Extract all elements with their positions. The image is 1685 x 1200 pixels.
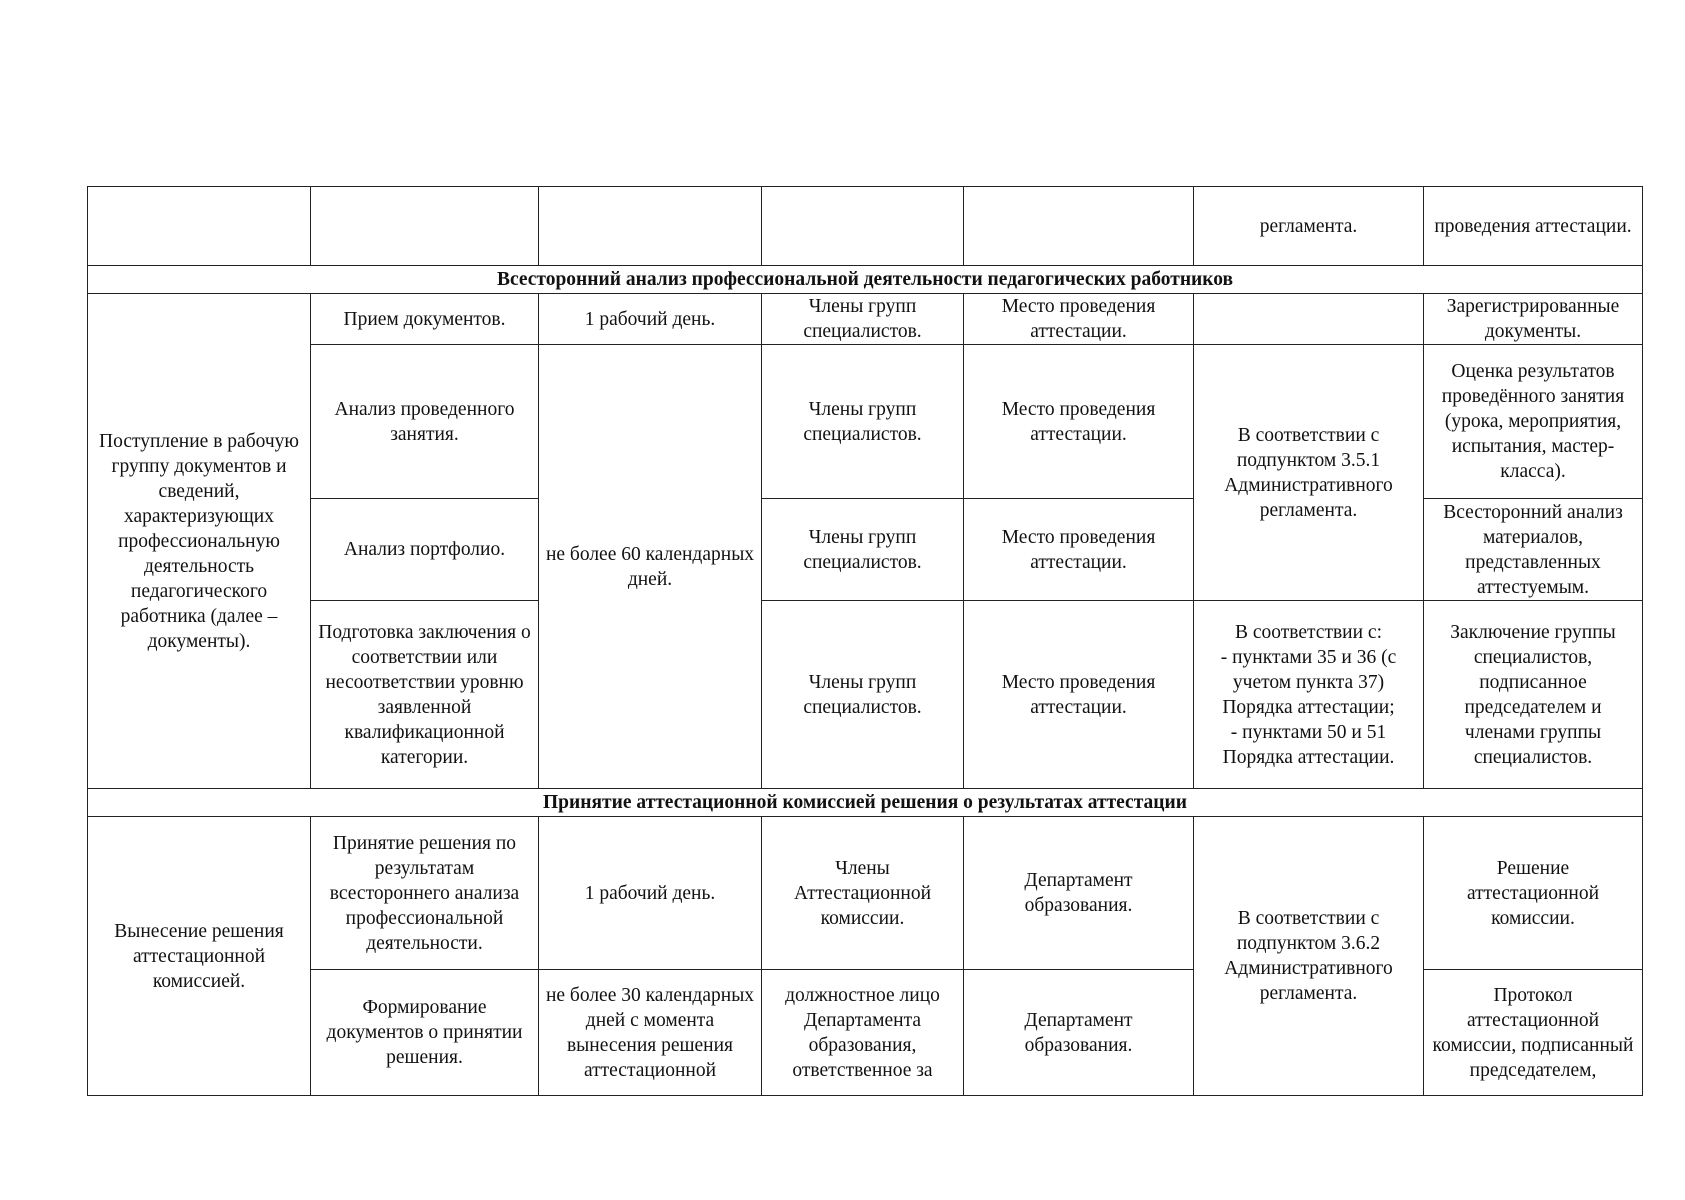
place-cell: Место проведения аттестации. [964, 499, 1194, 601]
result-cell: Решение аттестационной комиссии. [1424, 817, 1643, 970]
place-cell: Место проведения аттестации. [964, 294, 1194, 345]
table-row [88, 345, 1643, 499]
result-cell: Заключение группы специалистов, подписанное председателем и членами группы специалистов. [1424, 601, 1643, 789]
action-cell: Принятие решения по результатам всестороннего анализа профессиональной деятельности. [311, 817, 539, 970]
executor-cell: Члены групп специалистов. [762, 294, 964, 345]
basis-line: - пунктами 35 и 36 (с учетом пункта 37) Порядка аттестации; [1220, 646, 1397, 718]
empty-cell [539, 187, 762, 266]
executor-cell: должностное лицо Департамента образования, ответственное за [762, 970, 964, 1096]
basis-cell: В соответствии с подпунктом 3.6.2 Административного регламента. [1194, 817, 1424, 1096]
executor-cell: Члены Аттестационной комиссии. [762, 817, 964, 970]
executor-cell: Члены групп специалистов. [762, 345, 964, 499]
procedure-table [87, 186, 1643, 1096]
place-cell: Департамент образования. [964, 817, 1194, 970]
term-cell: 1 рабочий день. [539, 294, 762, 345]
empty-cell [964, 187, 1194, 266]
table-row [88, 601, 1643, 789]
result-cell: проведения аттестации. [1424, 187, 1643, 266]
term-cell: не более 30 календарных дней с момента вынесения решения аттестационной [539, 970, 762, 1096]
section-title: Всесторонний анализ профессиональной деятельности педагогических работников [88, 266, 1643, 294]
basis-cell [1194, 294, 1424, 345]
action-cell: Подготовка заключения о соответствии или несоответствии уровню заявленной квалификационной категории. [311, 601, 539, 789]
executor-cell: Члены групп специалистов. [762, 499, 964, 601]
result-cell: Всесторонний анализ материалов, представленных аттестуемым. [1424, 499, 1643, 601]
empty-cell [311, 187, 539, 266]
table-row [88, 294, 1643, 345]
result-cell: Зарегистрированные документы. [1424, 294, 1643, 345]
basis-cell [1194, 601, 1424, 789]
basis-line: В соответствии с: [1234, 621, 1382, 643]
term-cell: не более 60 календарных дней. [539, 345, 762, 789]
basis-cell: регламента. [1194, 187, 1424, 266]
table-row [88, 817, 1643, 970]
result-cell: Оценка результатов проведённого занятия (урока, мероприятия, испытания, мастер-класса). [1424, 345, 1643, 499]
basis-line: - пунктами 50 и 51 Порядка аттестации. [1222, 721, 1395, 768]
term-cell: 1 рабочий день. [539, 817, 762, 970]
place-cell: Место проведения аттестации. [964, 601, 1194, 789]
section-header-row [88, 266, 1643, 294]
executor-cell: Члены групп специалистов. [762, 601, 964, 789]
basis-cell: В соответствии с подпунктом 3.5.1 Административного регламента. [1194, 345, 1424, 601]
action-cell: Формирование документов о принятии решения. [311, 970, 539, 1096]
empty-cell [762, 187, 964, 266]
stage-name-cell: Поступление в рабочую группу документов и сведений, характеризующих профессиональную деятельность педагогического работника (далее – документы). [88, 294, 311, 789]
empty-cell [88, 187, 311, 266]
section-header-row [88, 789, 1643, 817]
result-cell: Протокол аттестационной комиссии, подписанный председателем, [1424, 970, 1643, 1096]
action-cell: Анализ проведенного занятия. [311, 345, 539, 499]
place-cell: Департамент образования. [964, 970, 1194, 1096]
stage-name-cell: Вынесение решения аттестационной комиссией. [88, 817, 311, 1096]
section-title: Принятие аттестационной комиссией решения о результатах аттестации [88, 789, 1643, 817]
place-cell: Место проведения аттестации. [964, 345, 1194, 499]
continuation-row [88, 187, 1643, 266]
action-cell: Анализ портфолио. [311, 499, 539, 601]
action-cell: Прием документов. [311, 294, 539, 345]
